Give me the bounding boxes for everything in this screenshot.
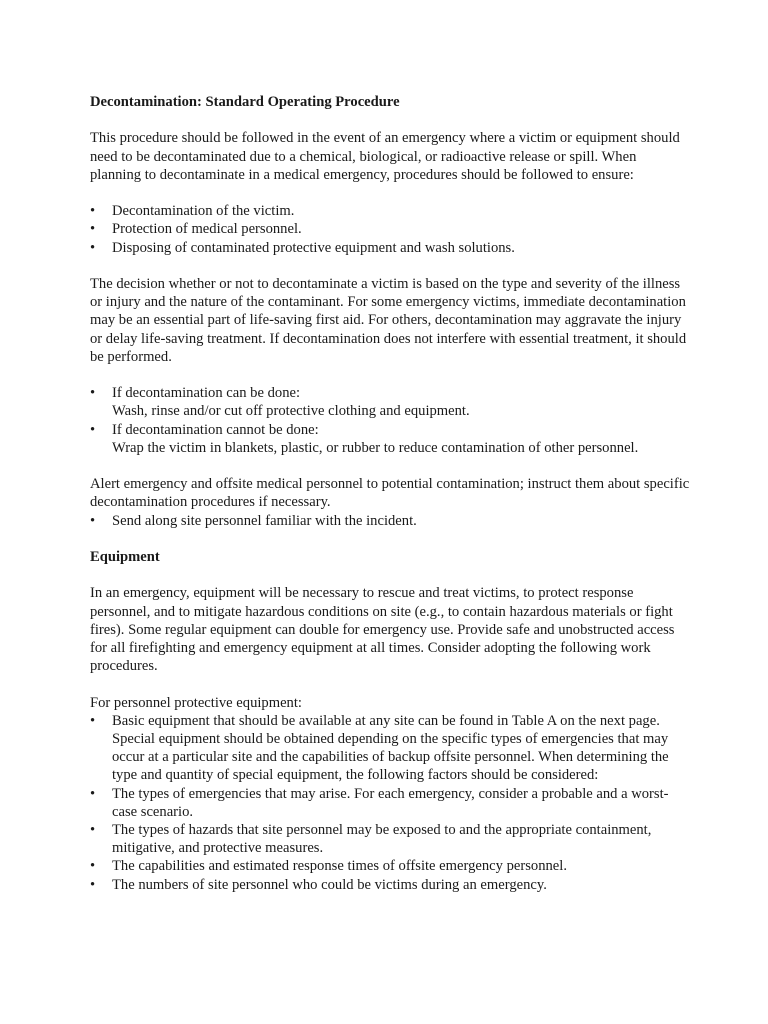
list-item: • The numbers of site personnel who could be victims during an emergency. bbox=[90, 876, 690, 894]
list-item: • Basic equipment that should be available at any site can be found in Table A on the next page. Special equipment should be obtained depending on the specific types of emergencies that may occur at a particular site and the capabilities of backup offsite personnel. When determining the type and quantity of special equipment, the following factors should be considered: bbox=[90, 712, 690, 785]
list-item: • The types of hazards that site personnel may be exposed to and the appropriate containment, mitigative, and protective measures. bbox=[90, 821, 690, 857]
decon-options-list bbox=[90, 384, 690, 457]
list-item: • The capabilities and estimated response times of offsite emergency personnel. bbox=[90, 857, 690, 875]
list-item: • Send along site personnel familiar with the incident. bbox=[90, 512, 690, 530]
list-item: • The types of emergencies that may arise. For each emergency, consider a probable and a worst-case scenario. bbox=[90, 785, 690, 821]
alert-list bbox=[90, 512, 690, 530]
ppe-list bbox=[90, 712, 690, 894]
list-item bbox=[90, 421, 690, 457]
list-item bbox=[90, 384, 690, 420]
alert-paragraph: Alert emergency and offsite medical personnel to potential contamination; instruct them about specific decontamination procedures if necessary. bbox=[90, 476, 690, 511]
list-item: • Protection of medical personnel. bbox=[90, 220, 690, 238]
list-item: • Disposing of contaminated protective equipment and wash solutions. bbox=[90, 239, 690, 257]
ensure-list bbox=[90, 202, 690, 257]
decision-paragraph: The decision whether or not to decontaminate a victim is based on the type and severity of the illness or injury and the nature of the contaminant. For some emergency victims, immediate decontamination may be an essential part of life-saving first aid. For others, decontamination may aggravate the injury or delay life-saving treatment. If decontamination does not interfere with essential treatment, it should be performed. bbox=[90, 275, 687, 365]
ppe-intro: For personnel protective equipment: bbox=[90, 694, 302, 711]
intro-paragraph: This procedure should be followed in the event of an emergency where a victim or equipment should need to be decontaminated due to a chemical, biological, or radioactive release or spill. When planning to decontaminate in a medical emergency, procedures should be followed to ensure: bbox=[90, 130, 680, 183]
equipment-paragraph: In an emergency, equipment will be necessary to rescue and treat victims, to protect response personnel, and to mitigate hazardous conditions on site (e.g., to contain hazardous materials or fight fires). Some regular equipment can double for emergency use. Provide safe and unobstructed access for all firefighting and emergency equipment at all times. Consider adopting the following work procedures. bbox=[90, 585, 675, 675]
section-heading-equipment: Equipment bbox=[90, 548, 160, 565]
page-title: Decontamination: Standard Operating Procedure bbox=[90, 94, 400, 110]
list-item: • Decontamination of the victim. bbox=[90, 202, 690, 220]
option-detail: Wrap the victim in blankets, plastic, or rubber to reduce contamination of other personnel. bbox=[112, 439, 639, 456]
option-label: • If decontamination can be done: bbox=[112, 385, 301, 402]
document-page bbox=[90, 93, 690, 894]
option-detail: Wash, rinse and/or cut off protective clothing and equipment. bbox=[112, 403, 470, 420]
option-label: • If decontamination cannot be done: bbox=[112, 421, 319, 438]
